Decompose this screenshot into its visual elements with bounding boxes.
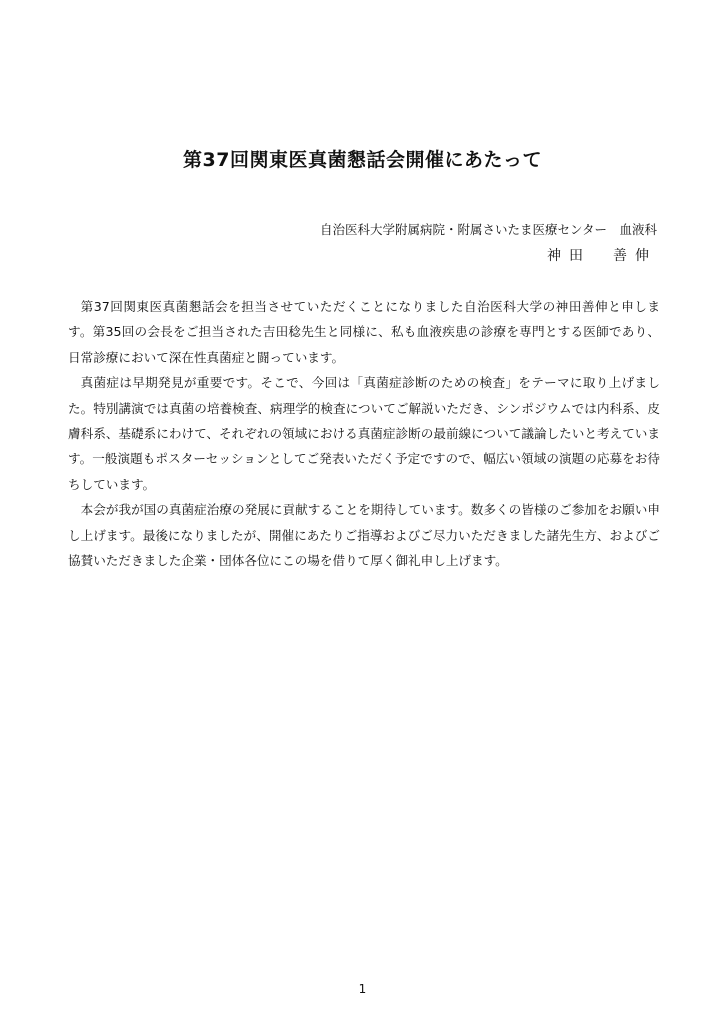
paragraph: 本会が我が国の真菌症治療の発展に貢献することを期待しています。数多くの皆様のご参加をお願い申し上げます。最後になりましたが、開催にあたりご指導およびご尽力いただきました諸先生方、およびご協賛いただきました企業・団体各位にこの場を借りて厚く御礼申し上げます。 xyxy=(68,502,660,569)
paragraph: 真菌症は早期発見が重要です。そこで、今回は「真菌症診断のための検査」をテーマに取り上げました。特別講演では真菌の培養検査、病理学的検査についてご解説いただき、シンポジウムでは内科系、皮膚科系、基礎系にわけて、それぞれの領域における真菌症診断の最前線について議論したいと考えています。一般演題もポスターセッションとしてご発表いただく予定ですので、幅広い領域の演題の応募をお待ちしています。 xyxy=(68,375,660,492)
author-affiliation: 自治医科大学附属病院・附属さいたま医療センター 血液科 xyxy=(319,222,657,237)
body-text xyxy=(68,294,660,573)
author-name: 神田 善伸 xyxy=(547,248,657,264)
paragraph: 第37回関東医真菌懇話会を担当させていただくことになりました自治医科大学の神田善伸と申します。第35回の会長をご担当された吉田稔先生と同様に、私も血液疾患の診療を専門とする医師であり、日常診療において深在性真菌症と闘っています。 xyxy=(68,299,660,365)
page-number: 1 xyxy=(358,982,367,996)
page-title: 第37回関東医真菌懇話会開催にあたって xyxy=(183,149,542,171)
